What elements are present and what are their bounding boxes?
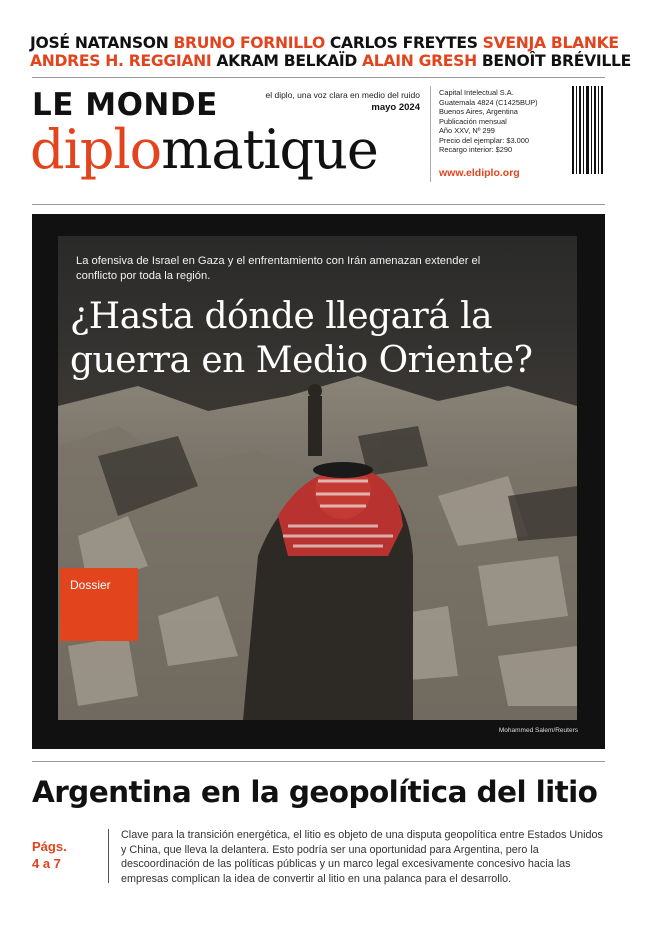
masthead-divider — [430, 86, 431, 182]
summary-divider — [108, 829, 109, 883]
dossier-badge — [60, 568, 138, 641]
masthead-bottom-divider — [32, 204, 605, 205]
barcode-icon — [568, 86, 606, 174]
feature-summary: Clave para la transición energética, el litio es objeto de una disputa geopolítica entre Estados Unidos y China, que lleva la delantera. Esto podría ser una oportunidad para Argentina, pero la descoordinación de las políticas públicas y un marco legal excesivamente concesivo hacia las empresas complican la idea de convertir al litio en una palanca para el desarrollo. — [121, 829, 603, 885]
pages-label: Págs. — [32, 839, 67, 854]
tagline: el diplo, una voz clara en medio del ruido — [265, 90, 420, 100]
masthead-le-monde: LE MONDE — [32, 87, 218, 123]
author-name: BENOÎT BRÉVILLE — [481, 52, 631, 70]
author-name: ALAIN GRESH — [362, 52, 477, 70]
masthead-diplomatique — [30, 118, 378, 182]
pages-range: 4 a 7 — [32, 856, 61, 871]
author-list — [30, 34, 631, 70]
author-name: SVENJA BLANKE — [482, 34, 619, 52]
cover-lead: La ofensiva de Israel en Gaza y el enfrentamiento con Irán amenazan extender el conflicto por toda la región. — [76, 255, 481, 282]
pubinfo-line: Capital Intelectual S.A. — [439, 88, 514, 97]
pubinfo-line: Guatemala 4824 (C1425BUP) — [439, 97, 538, 107]
website-link[interactable]: www.eldiplo.org — [439, 167, 520, 179]
pubinfo-line: Precio del ejemplar: $3.000 — [439, 135, 529, 145]
author-name: AKRAM BELKAÏD — [216, 52, 358, 70]
masthead-diplo: diplo — [30, 118, 162, 181]
issue-date: mayo 2024 — [371, 102, 420, 113]
publication-info — [439, 88, 538, 155]
photo-credit: Mohammed Salem/Reuters — [498, 727, 578, 734]
top-divider — [32, 77, 605, 78]
author-name: BRUNO FORNILLO — [173, 34, 325, 52]
feature-divider — [32, 761, 605, 762]
pubinfo-line: Publicación mensual — [439, 116, 507, 126]
author-name: JOSÉ NATANSON — [30, 34, 169, 52]
pubinfo-line: Año XXV, Nº 299 — [439, 126, 495, 135]
cover-headline: ¿Hasta dónde llegará la guerra en Medio Oriente? — [70, 296, 533, 381]
dossier-label: Dossier — [70, 578, 111, 592]
author-name: ANDRES H. REGGIANI — [30, 52, 212, 70]
pubinfo-line: Buenos Aires, Argentina — [439, 107, 518, 116]
author-name: CARLOS FREYTES — [329, 34, 478, 52]
feature-headline: Argentina en la geopolítica del litio — [32, 775, 598, 809]
pages-reference — [32, 838, 67, 872]
pubinfo-line: Recargo interior: $290 — [439, 145, 513, 154]
masthead-matique: matique — [161, 118, 378, 181]
